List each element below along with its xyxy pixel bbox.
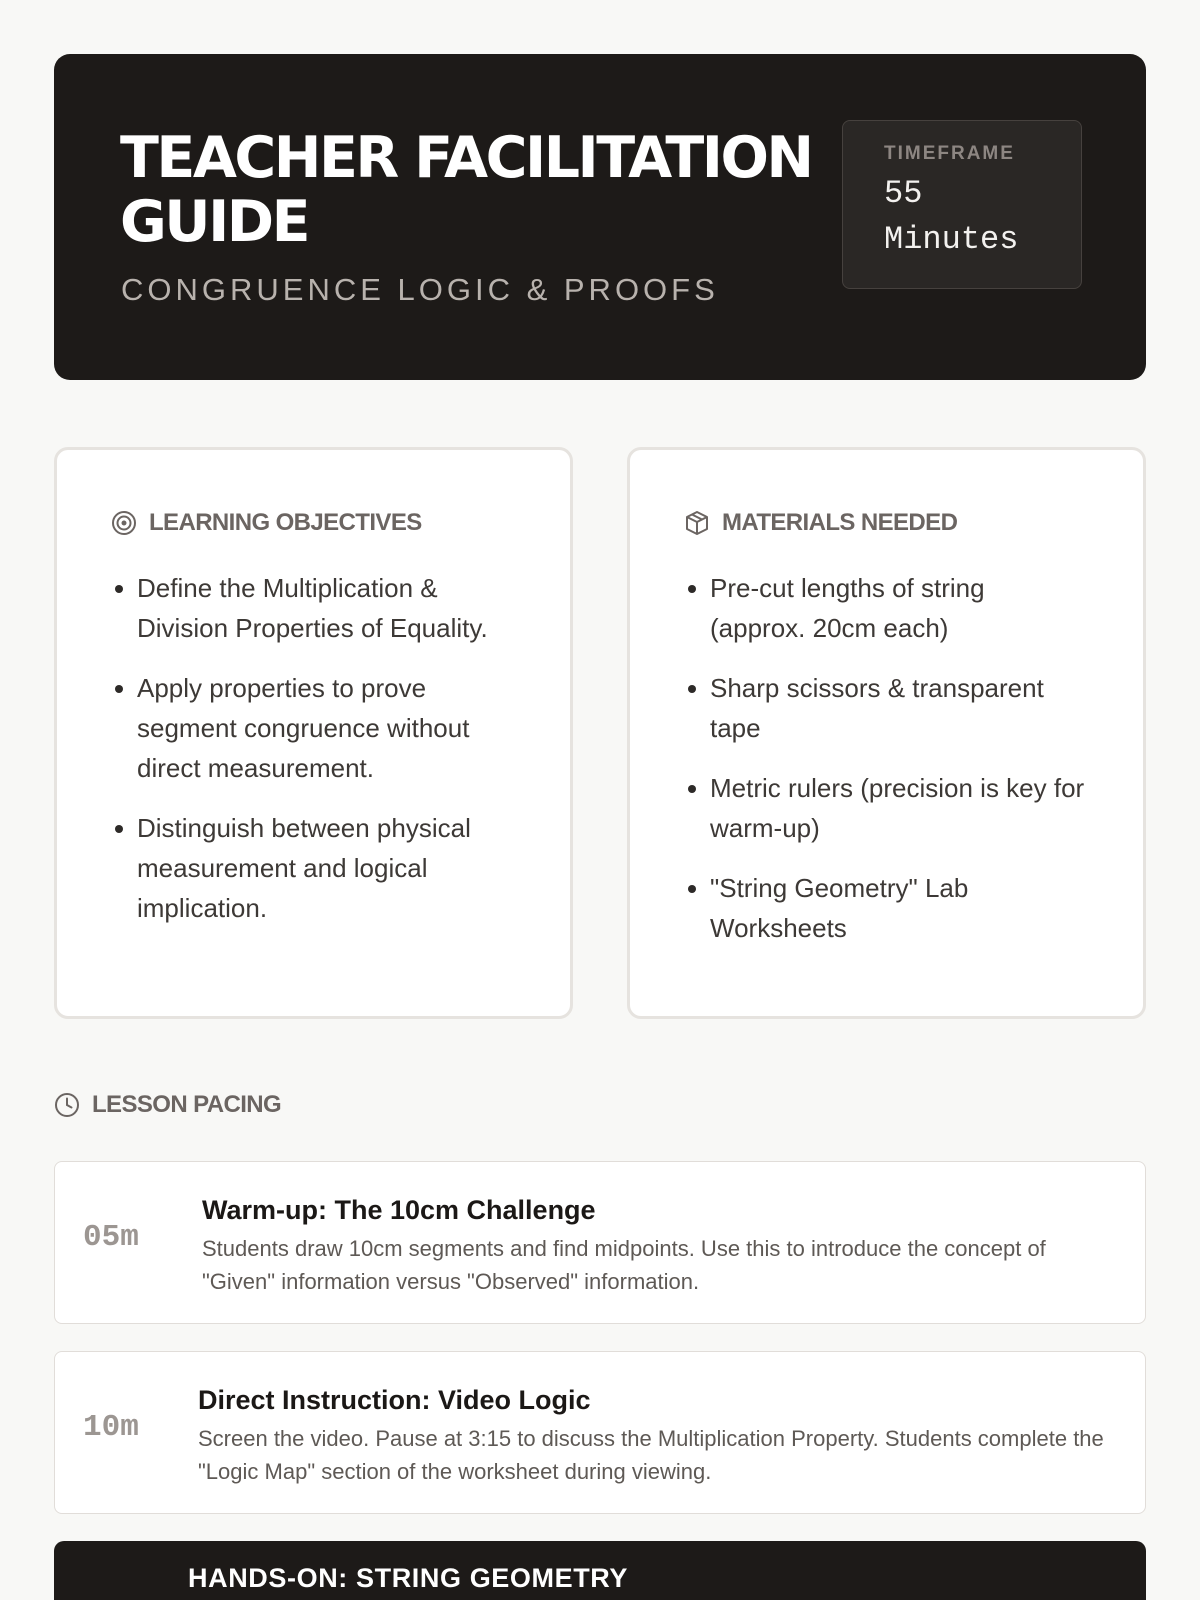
materials-header — [684, 508, 1087, 538]
pacing-step-instruction — [54, 1351, 1146, 1514]
timeframe-value: 55 Minutes — [884, 175, 1019, 258]
clock-icon — [54, 1092, 80, 1118]
guide-header — [54, 54, 1146, 380]
list-item: Define the Multiplication & Division Properties of Equality. — [111, 568, 514, 648]
pacing-header — [54, 1090, 281, 1120]
timeframe-label: TIMEFRAME — [884, 143, 1015, 164]
materials-title: MATERIALS NEEDED — [722, 509, 958, 536]
timeframe-box — [842, 120, 1082, 289]
step-body — [202, 1192, 1105, 1298]
step-title: Warm-up: The 10cm Challenge — [202, 1195, 596, 1225]
hands-on-title: HANDS-ON: STRING GEOMETRY — [188, 1563, 628, 1593]
list-item: Distinguish between physical measurement and logical implication. — [111, 808, 514, 928]
step-duration: 05m — [83, 1220, 139, 1255]
step-description: Students draw 10cm segments and find midpoints. Use this to introduce the concept of "Given" information versus "Observed" information. — [202, 1236, 1046, 1294]
objectives-header — [111, 508, 514, 538]
step-title: Direct Instruction: Video Logic — [198, 1385, 591, 1415]
page-title: TEACHER FACILITATION GUIDE — [120, 125, 812, 255]
objectives-card — [54, 447, 573, 1019]
step-duration: 10m — [83, 1410, 139, 1445]
target-icon — [111, 510, 137, 536]
objectives-title: LEARNING OBJECTIVES — [149, 509, 422, 536]
materials-card — [627, 447, 1146, 1019]
objectives-list — [111, 568, 514, 928]
hands-on-section — [54, 1541, 1146, 1600]
list-item: "String Geometry" Lab Worksheets — [684, 868, 1087, 948]
overview-cards — [54, 447, 1146, 1019]
step-body — [198, 1382, 1105, 1488]
package-icon — [684, 510, 710, 536]
page-subtitle: CONGRUENCE LOGIC & PROOFS — [121, 272, 719, 307]
list-item: Sharp scissors & transparent tape — [684, 668, 1087, 748]
pacing-title: LESSON PACING — [92, 1091, 282, 1118]
list-item: Metric rulers (precision is key for warm-up) — [684, 768, 1087, 848]
list-item: Pre-cut lengths of string (approx. 20cm each) — [684, 568, 1087, 648]
materials-list — [684, 568, 1087, 948]
pacing-step-warmup — [54, 1161, 1146, 1324]
step-description: Screen the video. Pause at 3:15 to discuss the Multiplication Property. Students complete the "Logic Map" section of the worksheet during viewing. — [198, 1426, 1104, 1484]
list-item: Apply properties to prove segment congruence without direct measurement. — [111, 668, 514, 788]
